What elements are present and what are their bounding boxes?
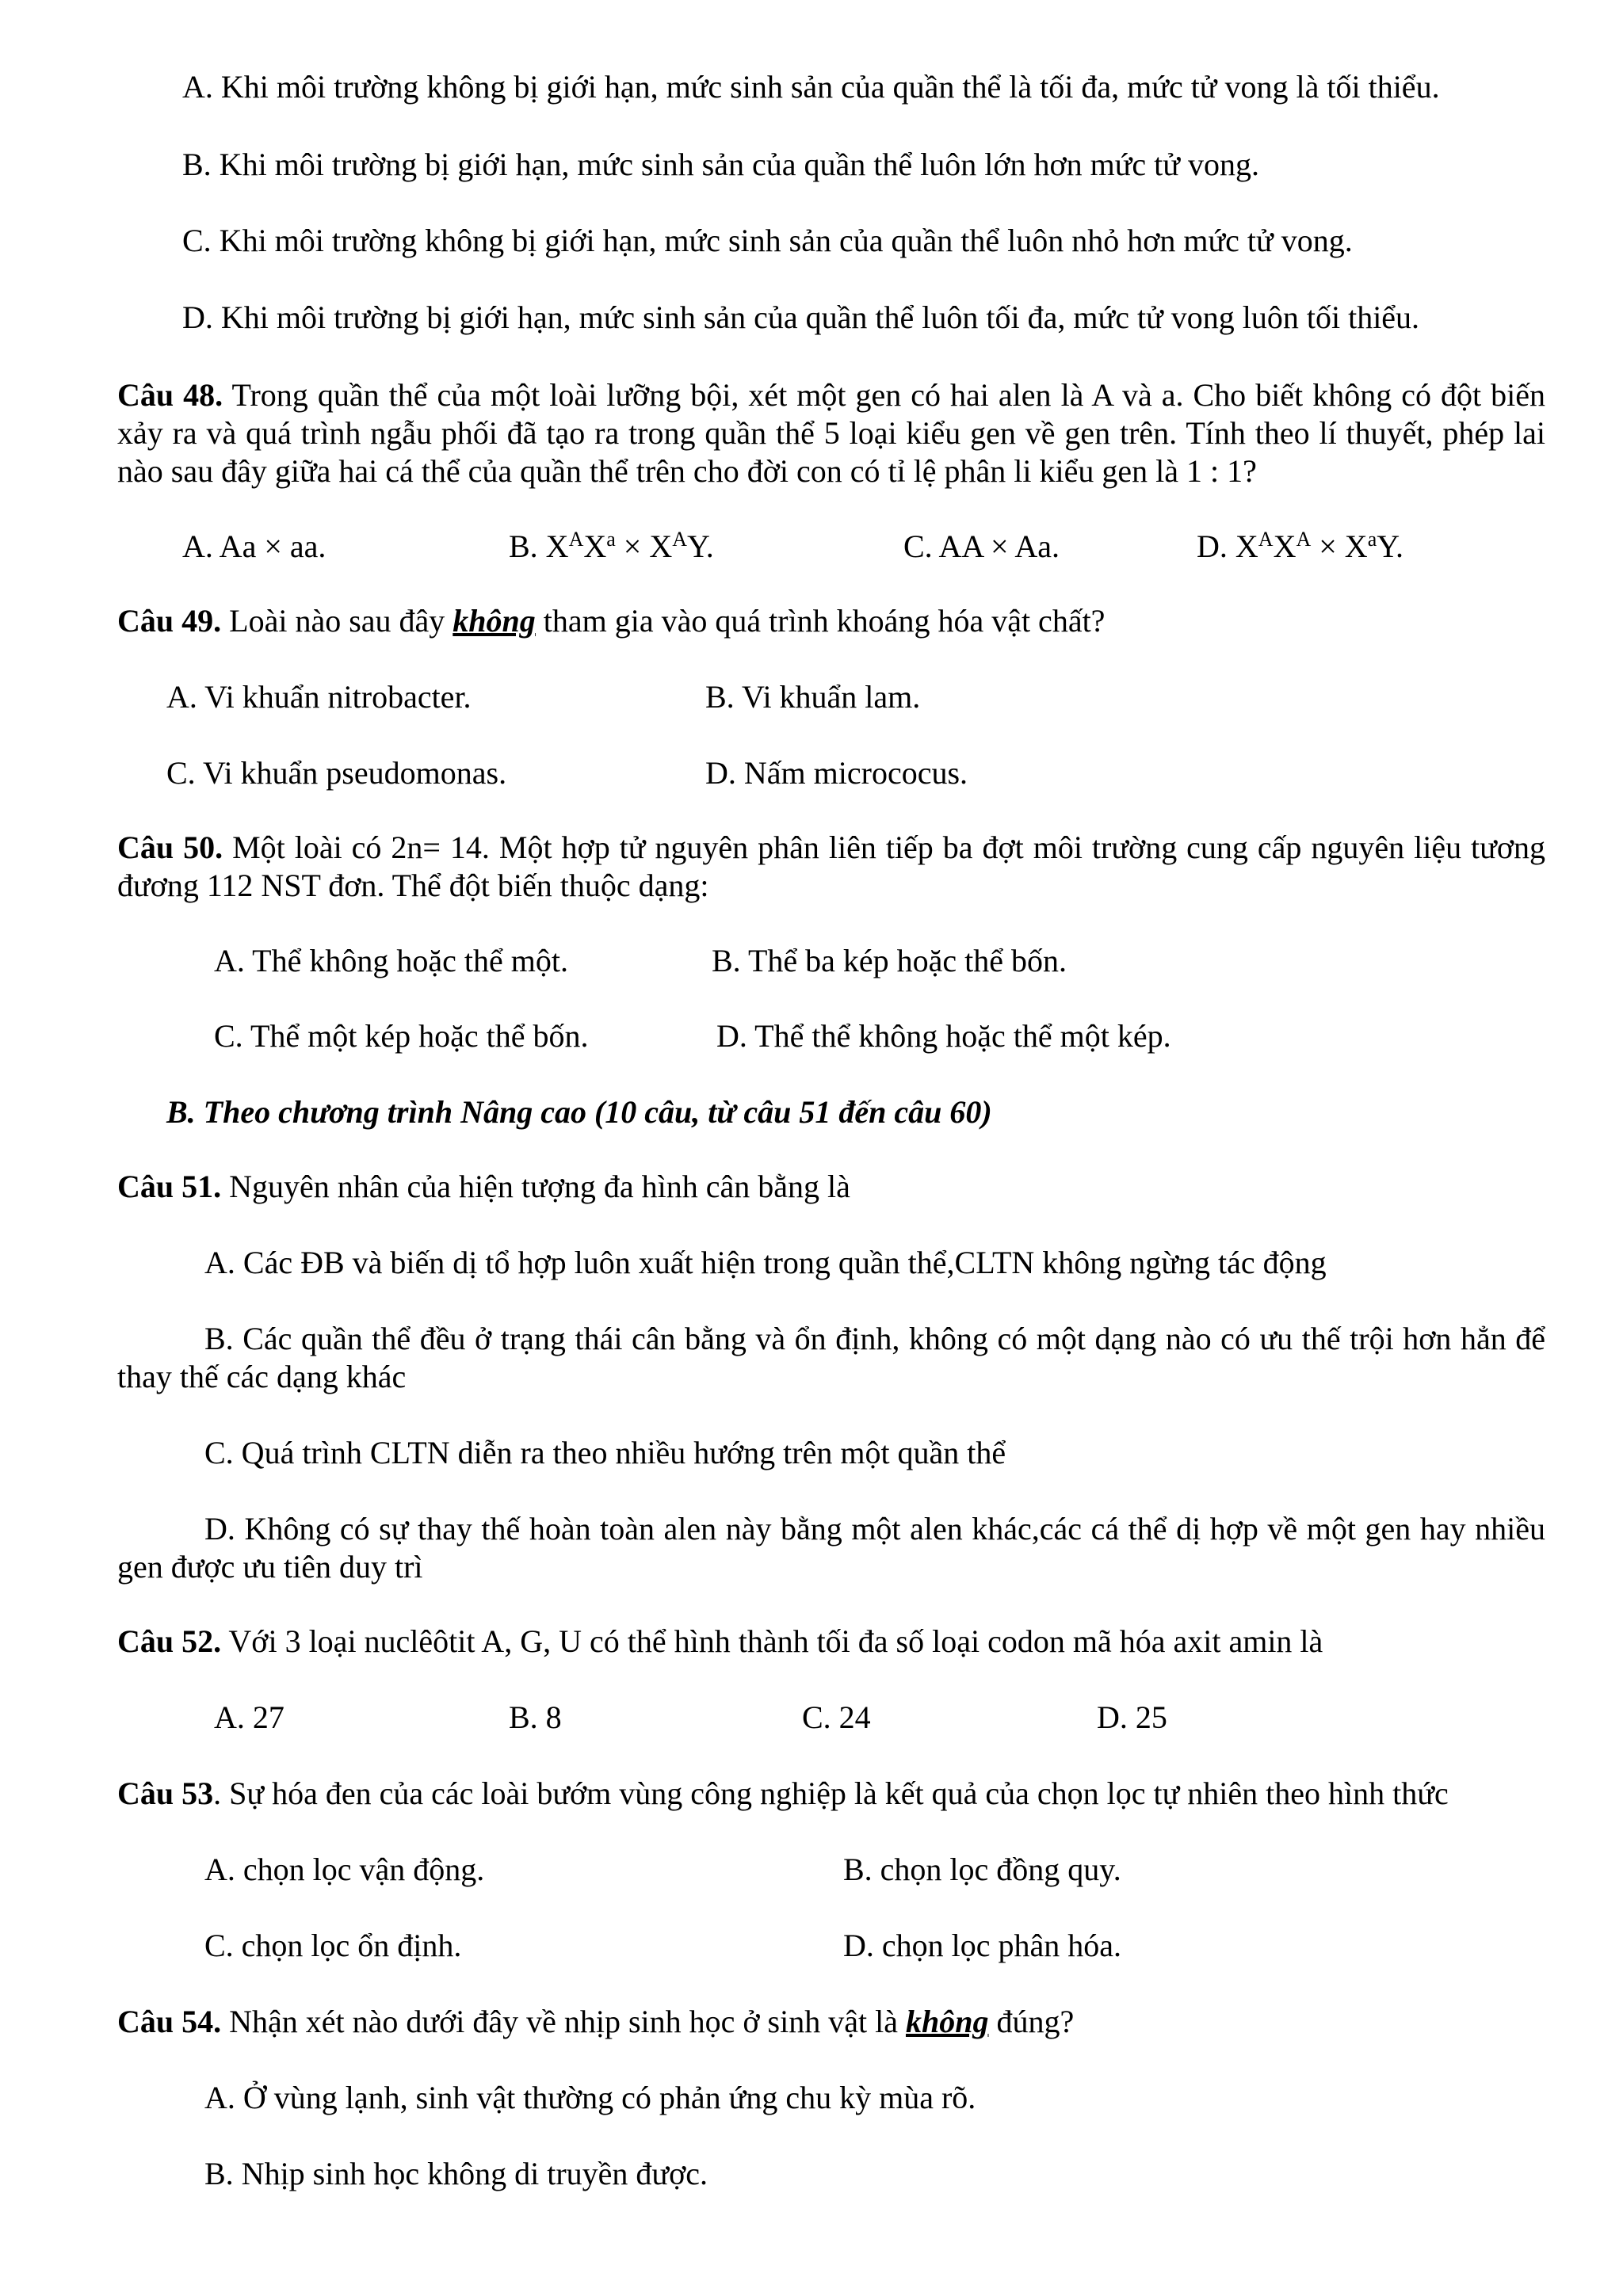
q50-stem (117, 829, 1545, 905)
q53-label: Câu 53 (117, 1775, 214, 1811)
q54-option-b: B. Nhịp sinh học không di truyền được. (204, 2156, 708, 2191)
q47-option-a: A. Khi môi trường không bị giới hạn, mức sinh sản của quần thể là tối đa, mức tử vong là tối thiểu. (182, 69, 1440, 105)
q49-stem: Câu 49. Loài nào sau đây không tham gia vào quá trình khoáng hóa vật chất? (117, 603, 1106, 639)
q51-option-d: D. Không có sự thay thế hoàn toàn alen này bằng một alen khác,các cá thể dị hợp về một gen hay nhiều gen được ưu tiên duy trì (117, 1511, 1545, 1585)
q52-label: Câu 52. (117, 1623, 222, 1659)
q48-option-a: A. Aa × aa. (182, 528, 327, 564)
q48-stem (117, 376, 1545, 490)
q48-label: Câu 48. (117, 377, 223, 413)
q50-option-a: A. Thể không hoặc thể một. (214, 943, 568, 978)
q54-label: Câu 54. (117, 2004, 222, 2039)
q52-option-d: D. 25 (1097, 1699, 1167, 1735)
q49-option-a: A. Vi khuẩn nitrobacter. (166, 679, 472, 715)
q54-stem: Câu 54. Nhận xét nào dưới đây về nhịp sinh học ở sinh vật là không đúng? (117, 2004, 1075, 2039)
q52-stem: Câu 52. Với 3 loại nuclêôtit A, G, U có thể hình thành tối đa số loại codon mã hóa axit amin là (117, 1623, 1323, 1659)
q49-label: Câu 49. (117, 603, 222, 639)
q50-option-d: D. Thể thể không hoặc thể một kép. (716, 1018, 1171, 1054)
q51-option-b: B. Các quần thể đều ở trạng thái cân bằng và ổn định, không có một dạng nào có ưu thế trội hơn hẳn để thay thế các dạng khác (117, 1321, 1545, 1394)
q48-option-c: C. AA × Aa. (903, 528, 1060, 564)
q54-option-a: A. Ở vùng lạnh, sinh vật thường có phản ứng chu kỳ mùa rõ. (204, 2080, 976, 2115)
q50-option-b: B. Thể ba kép hoặc thể bốn. (712, 943, 1067, 978)
q48-option-b: B. $X^AX^a \times X^AY$. (509, 528, 714, 564)
q53-option-a: A. chọn lọc vận động. (204, 1852, 485, 1887)
q54-negation: không (905, 2004, 989, 2039)
q51-option-a: A. Các ĐB và biến dị tổ hợp luôn xuất hiện trong quần thể,CLTN không ngừng tác động (204, 1245, 1327, 1280)
q53-option-c: C. chọn lọc ổn định. (204, 1928, 462, 1963)
q53-stem: Câu 53. Sự hóa đen của các loài bướm vùng công nghiệp là kết quả của chọn lọc tự nhiên theo hình thức (117, 1775, 1449, 1811)
q52-option-a: A. 27 (214, 1699, 285, 1735)
q50-option-c: C. Thể một kép hoặc thể bốn. (214, 1018, 589, 1054)
q48-text: Trong quần thể của một loài lưỡng bội, xét một gen có hai alen là A và a. Cho biết không có đột biến xảy ra và quá trình ngẫu phối đã tạo ra trong quần thể 5 loại kiểu gen về gen trên. Tính theo lí thuyết, phép lai nào sau đây giữa hai cá thể của quần thể trên cho đời con có tỉ lệ phân li kiểu gen là 1 : 1? (117, 377, 1545, 489)
q49-option-d: D. Nấm micrococus. (705, 755, 968, 791)
q48-option-d: D. $X^AX^A \times X^aY$. (1197, 528, 1403, 564)
q50-label: Câu 50. (117, 830, 223, 865)
q47-option-c: C. Khi môi trường không bị giới hạn, mức sinh sản của quần thể luôn nhỏ hơn mức tử vong. (182, 223, 1353, 258)
q51-stem: Câu 51. Nguyên nhân của hiện tượng đa hình cân bằng là (117, 1169, 850, 1204)
q47-option-b: B. Khi môi trường bị giới hạn, mức sinh sản của quần thể luôn lớn hơn mức tử vong. (182, 147, 1259, 182)
q52-option-b: B. 8 (509, 1699, 562, 1735)
q49-option-c: C. Vi khuẩn pseudomonas. (166, 755, 507, 791)
q47-option-d: D. Khi môi trường bị giới hạn, mức sinh sản của quần thể luôn tối đa, mức tử vong luôn tối thiểu. (182, 299, 1420, 335)
q53-option-d: D. chọn lọc phân hóa. (843, 1928, 1122, 1963)
q49-negation: không (453, 603, 536, 639)
q50-text: Một loài có 2n= 14. Một hợp tử nguyên phân liên tiếp ba đợt môi trường cung cấp nguyên liệu tương đương 112 NST đơn. Thể đột biến thuộc dạng: (117, 830, 1545, 903)
q53-option-b: B. chọn lọc đồng quy. (843, 1852, 1121, 1887)
q51-option-c: C. Quá trình CLTN diễn ra theo nhiều hướng trên một quần thể (204, 1435, 1006, 1470)
q51-label: Câu 51. (117, 1169, 222, 1204)
section-b-heading: B. Theo chương trình Nâng cao (10 câu, từ câu 51 đến câu 60) (166, 1094, 992, 1130)
q52-option-c: C. 24 (802, 1699, 871, 1735)
q49-option-b: B. Vi khuẩn lam. (705, 679, 921, 715)
